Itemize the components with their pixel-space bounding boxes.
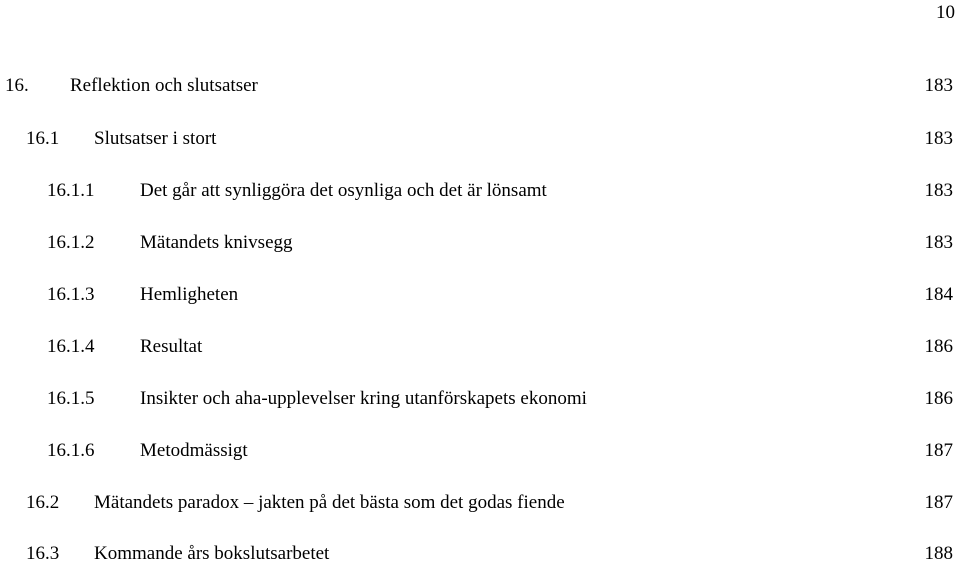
toc-entry-page: 183 xyxy=(924,232,953,253)
toc-entry[interactable] xyxy=(0,439,959,463)
toc-entry-title: Insikter och aha-upplevelser kring utanförskapets ekonomi xyxy=(140,388,587,409)
toc-entry-number: 16.3 xyxy=(26,543,60,564)
toc-entry-title: Mätandets paradox – jakten på det bästa som det godas fiende xyxy=(94,492,565,513)
toc-entry-page: 183 xyxy=(924,180,953,201)
toc-entry-title: Hemligheten xyxy=(140,284,239,305)
toc-entry-title: Slutsatser i stort xyxy=(94,128,217,149)
toc-entry[interactable] xyxy=(0,491,959,515)
toc-entry-title: Det går att synliggöra det osynliga och det är lönsamt xyxy=(140,180,547,201)
toc-entry-page: 186 xyxy=(924,388,953,409)
toc-entry-number: 16.1.1 xyxy=(47,180,95,201)
toc-entry-page: 187 xyxy=(924,440,953,461)
toc-entry-page: 187 xyxy=(924,492,953,513)
toc-entry[interactable] xyxy=(0,283,959,307)
toc-entry-number: 16.2 xyxy=(26,492,60,513)
toc-entry-number: 16.1.2 xyxy=(47,232,95,253)
toc-entry-number: 16.1 xyxy=(26,128,60,149)
toc-entry[interactable] xyxy=(0,542,959,566)
page-number: 10 xyxy=(936,2,955,23)
toc-entry-title: Resultat xyxy=(140,336,203,357)
toc-entry[interactable] xyxy=(0,387,959,411)
toc-entry-number: 16. xyxy=(5,75,29,96)
toc-entry-title: Reflektion och slutsatser xyxy=(70,75,258,96)
toc-entry-number: 16.1.4 xyxy=(47,336,95,357)
toc-entry-page: 184 xyxy=(924,284,953,305)
toc-entry-page: 186 xyxy=(924,336,953,357)
toc-entry[interactable] xyxy=(0,231,959,255)
toc-entry-title: Metodmässigt xyxy=(140,440,248,461)
toc-entry[interactable] xyxy=(0,335,959,359)
toc-entry-number: 16.1.3 xyxy=(47,284,95,305)
toc-entry-page: 183 xyxy=(924,75,953,96)
toc-entry[interactable] xyxy=(0,74,959,98)
toc-entry-title: Mätandets knivsegg xyxy=(140,232,293,253)
toc-entry-title: Kommande års bokslutsarbetet xyxy=(94,543,330,564)
toc-entry[interactable] xyxy=(0,179,959,203)
toc-entry[interactable] xyxy=(0,127,959,151)
toc-entry-number: 16.1.6 xyxy=(47,440,95,461)
toc-entry-page: 183 xyxy=(924,128,953,149)
toc-entry-number: 16.1.5 xyxy=(47,388,95,409)
toc-entry-page: 188 xyxy=(924,543,953,564)
